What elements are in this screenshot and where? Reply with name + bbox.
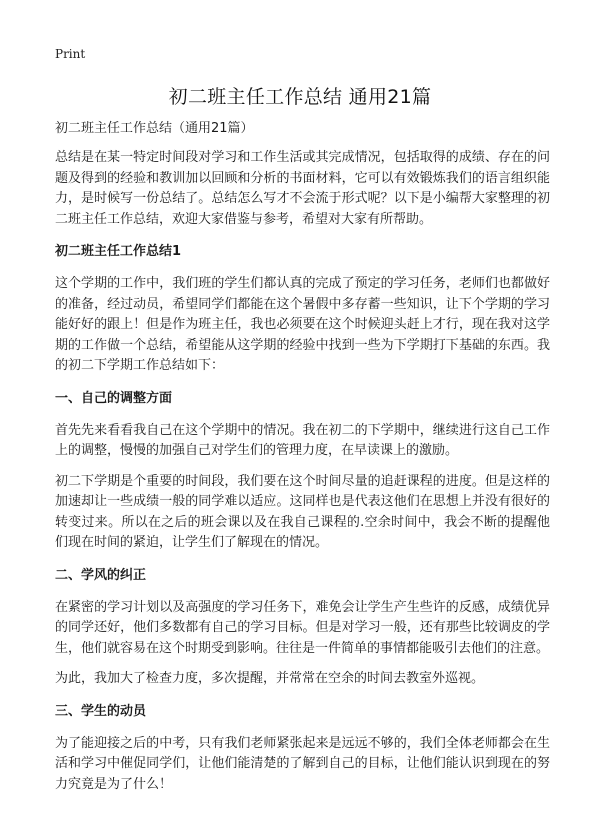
part3-heading: 三、学生的动员: [55, 703, 147, 719]
part1-paragraph-2: 初二下学期是个重要的时间段，我们要在这个时间尽量的追赶课程的进度。但是这样的加速却让一些成绩一般的同学难以适应。这同样也是代表这他们在思想上并没有很好的转变过来。所以在之后的班会课以及在我自己课程的.空余时间中，我会不断的提醒他们现在时间的紧迫，让学生们了解现在的情况。: [55, 473, 550, 550]
part2-paragraph-1: 在紧密的学习计划以及高强度的学习任务下，难免会让学生产生些许的反感，成绩优异的同学还好，他们多数都有自己的学习目标。但是对学习一般，还有那些比较调皮的学生，他们就容易在这个时期受到影响。往往是一件简单的事情都能吸引去他们的注意。: [55, 599, 550, 656]
section-intro-paragraph: 这个学期的工作中，我们班的学生们都认真的完成了预定的学习任务，老师们也都做好的准备，经过动员，希望同学们都能在这个暑假中多存蓄一些知识，让下个学期的学习能好好的跟上！但是作为班主任，我也必须要在这个时候迎头赶上才行，现在我对这学期的工作做一个总结，希望能从这学期的经验中找到一些为下学期打下基础的东西。我的初二下学期工作总结如下：: [55, 276, 550, 373]
document-subtitle: 初二班主任工作总结（通用21篇）: [55, 121, 254, 136]
document-title: 初二班主任工作总结 通用21篇: [168, 86, 432, 108]
part3-paragraph-1: 为了能迎接之后的中考，只有我们老师紧张起来是远远不够的，我们全体老师都会在生活和学习中催促同学们，让他们能清楚的了解到自己的目标，让他们能认识到现在的努力究竟是为了什么！: [55, 735, 550, 792]
document-body: [55, 119, 550, 805]
part2-heading: 二、学风的纠正: [55, 567, 147, 583]
intro-paragraph: 总结是在某一特定时间段对学习和工作生活或其完成情况，包括取得的成绩、存在的问题及得到的经验和教训加以回顾和分析的书面材料，它可以有效锻炼我们的语言组织能力，是时候写一份总结了。总结怎么写才不会流于形式呢？以下是小编帮大家整理的初二班主任工作总结，欢迎大家借鉴与参考，希望对大家有所帮助。: [55, 150, 550, 227]
part1-heading: 一、自己的调整方面: [55, 390, 173, 406]
part1-paragraph-1: 首先先来看看我自己在这个学期中的情况。我在初二的下学期中，继续进行这自己工作上的调整，慢慢的加强自己对学生们的管理力度，在早读课上的激励。: [55, 422, 550, 458]
part2-paragraph-2: 为此，我加大了检查力度，多次提醒，并常常在空余的时间去教室外巡视。: [55, 671, 485, 686]
section-heading: 初二班主任工作总结1: [55, 244, 182, 259]
print-link[interactable]: Print: [55, 47, 86, 61]
